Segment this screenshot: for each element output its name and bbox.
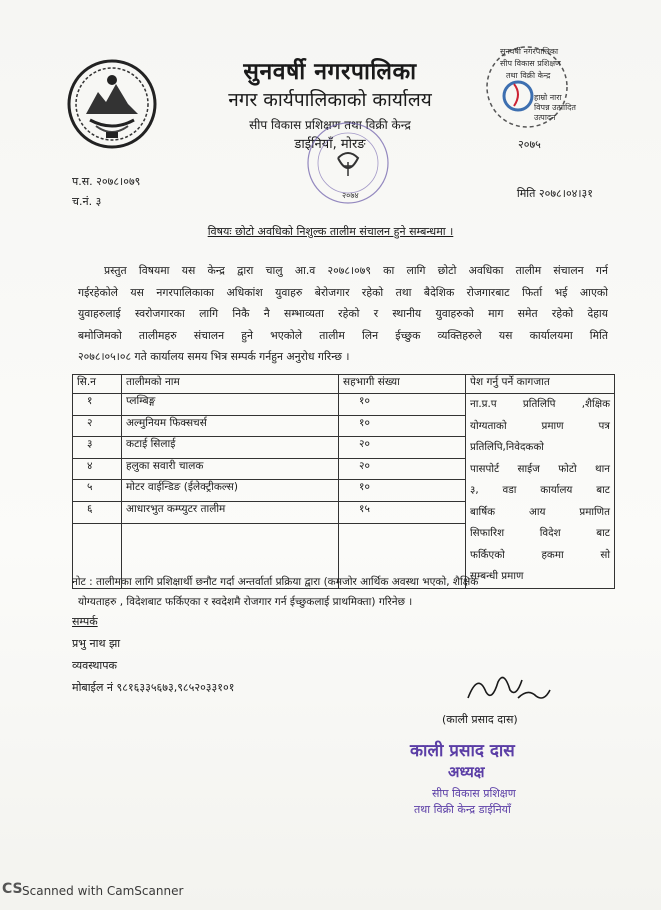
training-name-cell: प्लम्बिङ्ग <box>122 394 339 416</box>
table-header-row <box>73 375 615 394</box>
documents-line: योग्यताको प्रमाण पत्र <box>470 419 610 432</box>
handwritten-signature-icon <box>464 668 554 706</box>
participant-count-cell: १० <box>339 480 466 502</box>
column-header: पेश गर्नु पर्ने कागजात <box>466 375 615 394</box>
documents-line: सम्बन्धी प्रमाण <box>470 570 524 582</box>
documents-cell <box>466 394 615 589</box>
right-logo-year: २०७५ <box>518 138 541 151</box>
column-header: सहभागी संख्या <box>339 375 466 394</box>
body-line: गईरहेकोले यस नगरपालिकाका अधिकांश युवाहरु बेरोजगार रहेको तथा बैदेशिक रोजगारबाट फिर्ता भई आएको <box>78 285 608 299</box>
training-table <box>72 374 615 589</box>
participant-count-cell: २० <box>339 437 466 459</box>
contact-title: व्यवस्थापक <box>72 659 117 672</box>
training-name-cell: हलुका सवारी चालक <box>122 458 339 480</box>
serial-cell: ५ <box>73 480 122 502</box>
center-name: सीप विकास प्रशिक्षण तथा विक्री केन्द्र <box>249 118 411 132</box>
body-line: बमोजिमको तालीमहरु संचालन हुने भएकोले तालीम लिन ईच्छुक व्यक्तिहरुले यस कार्यालयमा मिति <box>78 328 608 342</box>
dispatch-number: च.नं. ३ <box>72 195 102 208</box>
stamp-year: २०७४ <box>342 191 359 200</box>
subject-text: विषयः छोटो अवधिको निशुल्क तालीम संचालन हुने सम्बन्धमा । <box>207 225 454 238</box>
right-logo-line: हाम्रो नारा <box>534 93 562 102</box>
contact-mobile: मोबाईल नं ९८१६३३५६७३,९८५२०३३१०१ <box>72 681 235 694</box>
right-logo-line: सीप विकास प्रशिक्षण <box>500 59 561 68</box>
right-logo-line: उत्पादन <box>534 113 556 122</box>
training-name-cell: कटाई सिलाई <box>122 437 339 459</box>
right-logo-line: तथा विक्री केन्द्र <box>506 71 551 80</box>
org-name: सुनवर्षी नगरपालिका <box>243 59 417 85</box>
training-name-cell: मोटर वाईन्डिङ (ईलेक्ट्रीकल्स) <box>122 480 339 502</box>
training-name-cell: आधारभुत कम्प्युटर तालीम <box>122 502 339 524</box>
signature-stamp-title: अध्यक्ष <box>448 763 485 781</box>
column-header: तालीमको नाम <box>122 375 339 394</box>
note-line: योग्यताहरु , विदेशबाट फर्किएका र स्वदेशमै रोजगार गर्न ईच्छुकलाई प्राथमिक्ता) गरिनेछ । <box>78 596 413 608</box>
serial-cell: १ <box>73 394 122 416</box>
subject-line <box>0 224 661 239</box>
body-line: २०७८।०५।०८ गते कार्यालय समय भित्र सम्पर्क गर्नहुन अनुरोध गरिन्छ । <box>78 350 350 363</box>
participant-count-cell: १५ <box>339 502 466 524</box>
column-header: सि.न <box>73 375 122 394</box>
reference-number: प.स. २०७८।०७९ <box>72 175 141 188</box>
documents-line: बार्षिक आय प्रमाणित <box>470 505 610 518</box>
serial-cell: २ <box>73 415 122 437</box>
office-name: नगर कार्यपालिकाको कार्यालय <box>228 89 432 111</box>
documents-line: फर्किएको हकमा सो <box>470 548 610 561</box>
participant-count-cell: १० <box>339 394 466 416</box>
signer-name: (काली प्रसाद दास) <box>442 713 518 726</box>
participant-count-cell: १० <box>339 415 466 437</box>
documents-line: ना.प्र.प प्रतिलिपि ,शैक्षिक <box>470 398 610 410</box>
signature-stamp-name: काली प्रसाद दास <box>410 741 515 761</box>
camscanner-logo: CS <box>2 881 23 897</box>
letter-date: मिति २०७८।०४।३१ <box>516 187 593 200</box>
body-line: प्रस्तुत विषयमा यस केन्द्र द्वारा चालु आ.व २०७८।०७९ का लागि छोटो अवधिका तालीम संचालन गर्न <box>104 264 608 277</box>
signature-stamp-org: सीप विकास प्रशिक्षण <box>432 787 516 800</box>
serial-cell: ३ <box>73 437 122 459</box>
documents-line: पासपोर्ट साईज फोटो थान <box>470 462 610 475</box>
table-row <box>73 394 615 416</box>
right-logo-line: सुनवर्षी नगरपालिका <box>500 47 559 56</box>
note-line: नोट : तालीमका लागि प्रशिक्षार्थी छनौट गर्दा अन्तर्वार्ता प्रक्रिया द्वारा (कमजोर आर्थिक अवस्था भएको, शैक्षिक <box>72 576 479 588</box>
right-logo-line: विपन्न उत्पादित <box>534 103 576 112</box>
contact-heading: सम्पर्क <box>72 615 98 628</box>
body-paragraph <box>78 260 608 368</box>
contact-name: प्रभु नाथ झा <box>72 637 121 650</box>
documents-line: प्रतिलिपि,निवेदकको <box>470 441 544 453</box>
signature-stamp-org: तथा विक्री केन्द्र डाईनियाँ <box>414 803 511 816</box>
nepal-emblem-icon <box>66 58 158 150</box>
serial-cell: ६ <box>73 502 122 524</box>
serial-cell: ४ <box>73 458 122 480</box>
training-name-cell: अल्मुनियम फिक्सचर्स <box>122 415 339 437</box>
body-line: युवाहरुलाई स्वरोजगारका लागि निकै नै सम्भाव्यता रहेको र स्थानीय युवाहरुको माग समेत रहेको देहाय <box>78 307 608 320</box>
note-block <box>72 572 620 612</box>
documents-line: सिफारिश विदेश बाट <box>470 527 610 539</box>
documents-line: ३, वडा कार्यालय बाट <box>470 484 610 496</box>
center-location: डाईनियाँ, मोरङ <box>294 137 366 152</box>
participant-count-cell: २० <box>339 458 466 480</box>
scanner-watermark: Scanned with CamScanner <box>22 884 184 898</box>
